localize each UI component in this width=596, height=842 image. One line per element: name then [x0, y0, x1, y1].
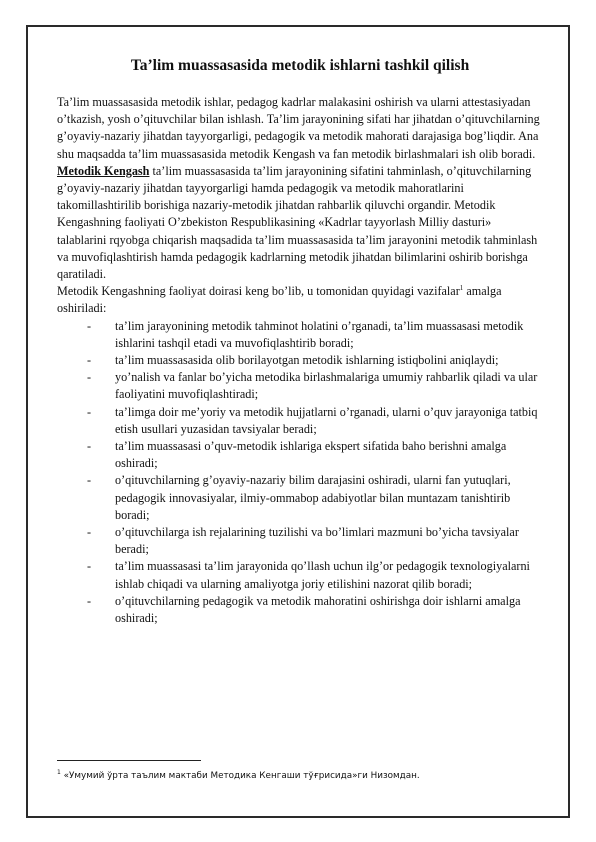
list-bullet-dash: - [87, 404, 92, 419]
list-bullet-dash: - [87, 473, 92, 488]
footnote-marker: 1 [57, 769, 61, 776]
paragraph-intro [57, 94, 543, 283]
paragraph-tasks-text: Metodik Kengashning faoliyat doirasi keng bo’lib, u tomonidan quyidagi vazifalar [57, 284, 460, 299]
footnote-text: «Умумий ўрта таълим мактаби Методика Кенгаши тўғрисида»ги Низомдан. [63, 770, 420, 781]
list-item-text: o’qituvchilarning pedagogik va metodik mahoratini oshirishga doir ishlarni amalga oshiradi; [115, 593, 521, 626]
highlight-term: Metodik Kengash [57, 163, 150, 178]
footnote [57, 769, 420, 781]
list-item [57, 593, 543, 627]
list-bullet-dash: - [87, 559, 92, 574]
list-item-text: ta’lim muassasasi ta’lim jarayonida qo’llash uchun ilg’or pedagogik texnologiyalarni ishlab chiqadi va ularning amaliyotga joriy etilishini nazorat qilib boradi; [115, 559, 530, 591]
list-item [57, 438, 543, 472]
list-item-text: yo’nalish va fanlar bo’yicha metodika birlashmalariga umumiy rahbarlik qiladi va ular faoliyatini muvofiqlashtiradi; [115, 370, 538, 402]
footnote-reference[interactable]: 1 [459, 284, 464, 293]
list-item [57, 404, 543, 438]
paragraph-tasks [57, 283, 543, 317]
list-item-text: ta’limga doir me’yoriy va metodik hujjatlarni o’rganadi, ularni o’quv jarayoniga tatbiq etish usullari yuzasidan tavsiyalar beradi; [115, 404, 538, 436]
tasks-list [57, 318, 543, 628]
list-bullet-dash: - [87, 353, 92, 368]
list-item-text: o’qituvchilarning g’oyaviy-nazariy bilim darajasini oshiradi, ularni fan yutuqlari, pedagogik innovasiyalar, ilmiy-ommabop adabiyotlar bilan muntazam tanishtirib boradi; [115, 473, 511, 522]
list-item-text: o’qituvchilarga ish rejalarining tuzilishi va bo’limlari mazmuni bo’yicha tavsiyalar beradi; [115, 525, 519, 557]
list-bullet-dash: - [87, 593, 92, 608]
list-item [57, 318, 543, 352]
paragraph-intro-text: Ta’lim muassasasida metodik ishlar, pedagog kadrlar malakasini oshirish va ularni attestasiyadan o’tkazish, yosh o’qituvchilar bilan ishlash. Ta’lim jarayonining sifati har jihatdan o’qituvchilarning g’oyaviy-nazariy jihatdan tayyorgarligi, pedagogik va metodik mahorati darajasiga bog’liqdir. Ana shu maqsadda ta’lim muassasasida metodik Kengash va fan metodik birlashmalari ish olib boradi. [57, 95, 540, 161]
list-item-text: ta’lim muassasasida olib borilayotgan metodik ishlarning istiqbolini aniqlaydi; [115, 353, 499, 368]
list-bullet-dash: - [87, 370, 92, 385]
list-item [57, 472, 543, 524]
paragraph-intro-continued: ta’lim muassasasida ta’lim jarayonining sifatini tahminlash, o’qituvchilarning g’oyaviy-nazariy jihatdan tayyorgarligi hamda pedagogik va metodik mahoratlarini takomillashtirilib borishiga nazariy-metodik jihatdan rahbarlik qiluvchi organdir. Metodik Kengashning faoliyati O’zbekiston Respublikasining «Kadrlar tayyorlash Milliy dasturi» talablarini rqyobga chiqarish maqsadida ta’lim muassasasida ta’lim jarayonini metodik tahminlash va muvofiqlashtirish hamda pedagogik kadrlarning metodik jihatdan bilimlarini oshirib borishga qaratiladi. [57, 163, 538, 282]
list-item [57, 524, 543, 558]
list-item [57, 369, 543, 403]
paragraph-tasks-end: amalga oshiriladi: [57, 284, 502, 316]
list-item-text: ta’lim jarayonining metodik tahminot holatini o’rganadi, ta’lim muassasasi metodik ishlarini tashqil etadi va muvofiqlashtirib boradi; [115, 318, 524, 350]
list-bullet-dash: - [87, 439, 92, 454]
document-title: Ta’lim muassasasida metodik ishlarni tashkil qilish [130, 57, 470, 74]
footnote-separator [57, 760, 201, 761]
list-item-text: ta’lim muassasasi o’quv-metodik ishlariga ekspert sifatida baho berishni amalga oshiradi; [115, 439, 507, 471]
list-bullet-dash: - [87, 318, 92, 333]
list-bullet-dash: - [87, 525, 92, 540]
document-content [57, 56, 543, 627]
list-item [57, 352, 543, 369]
list-item [57, 558, 543, 592]
